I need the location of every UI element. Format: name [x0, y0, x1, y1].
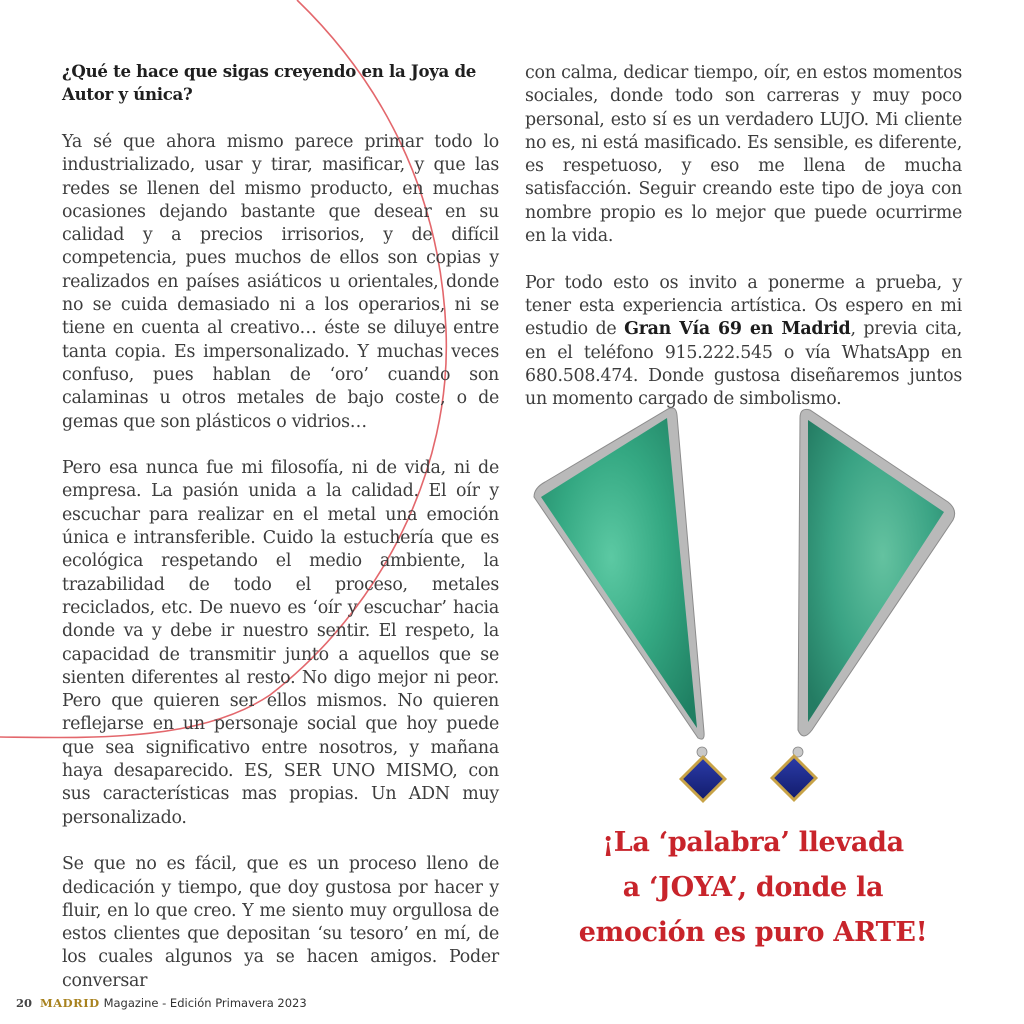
contact-text-before: Por todo esto os invito a ponerme a prueba, y tener esta experiencia artística. Os espero en mi estudio de: [525, 272, 962, 340]
paragraph: Ya sé que ahora mismo parece primar todo lo industrializado, usar y tirar, masificar, y que las redes se llenen del mismo producto, en muchas ocasiones dejando bastante que desear en su calidad y a precios irrisorios, y de difícil competencia, pues muchos de ellos son copias y realizados en países asiáticos u orientales, donde no se cuida demasiado ni a los operarios, ni se tiene en cuenta al creativo… éste se diluye entre tanta copia. Es impersonalizado. Y muchas veces confuso, pues hablan de ‘oro’ cuando son calaminas u otros metales de bajo coste, o de gemas que son plásticos o vidrios…: [62, 132, 499, 432]
right-earring: [770, 409, 955, 802]
paragraph: Se que no es fácil, que es un proceso lleno de dedicación y tiempo, que doy gustosa por hacer y fluir, en lo que creo. Y me siento muy orgullosa de estos clientes que depositan ‘su tesoro’ en mí, de los cuales algunos ya se hacen amigos. Poder conversar: [62, 854, 499, 991]
magazine-brand-logo: MADRID: [40, 996, 100, 1010]
studio-address: Gran Vía 69 en Madrid: [624, 319, 851, 340]
contact-text-after: , previa cita, en el teléfono 915.222.545 o vía WhatsApp en 680.508.474. Donde gustosa diseñaremos juntos un momento cargado de simbolismo.: [525, 319, 963, 410]
pull-quote: [548, 820, 958, 955]
left-column: [62, 60, 499, 1016]
page-footer: [16, 996, 307, 1010]
quote-line: ¡La ‘palabra’ llevada: [602, 827, 904, 858]
page-number: 20: [16, 996, 33, 1010]
right-column: [525, 62, 962, 435]
left-earring: [534, 408, 727, 803]
article-heading: ¿Qué te hace que sigas creyendo en la Joya de Autor y única?: [62, 61, 477, 104]
edition-label: Magazine - Edición Primavera 2023: [103, 996, 307, 1010]
earrings-photo: [520, 395, 990, 815]
paragraph: Pero esa nunca fue mi filosofía, ni de vida, ni de empresa. La pasión unida a la calidad. El oír y escuchar para realizar en el metal una emoción única e intransferible. Cuido la estuchería que es ecológica respetando el medio ambiente, la trazabilidad de todo el proceso, metales reciclados, etc. De nuevo es ‘oír y escuchar’ hacia donde va y debe ir nuestro sentir. El respeto, la capacidad de transmitir junto a aquellos que se sienten diferentes al resto. No digo mejor ni peor. Pero que quieren ser ellos mismos. No quieren reflejarse en un personaje social que hoy puede que sea significativo entre nosotros, y mañana haya desaparecido. ES, SER UNO MISMO, con sus características mas propias. Un ADN muy personalizado.: [62, 458, 499, 828]
quote-line: emoción es puro ARTE!: [578, 917, 928, 948]
quote-line: a ‘JOYA’, donde la: [622, 872, 884, 903]
paragraph-contact: [525, 272, 962, 412]
paragraph: con calma, dedicar tiempo, oír, en estos momentos sociales, donde todo son carreras y muy poco personal, esto sí es un verdadero LUJO. Mi cliente no es, ni está masificado. Es sensible, es diferente, es respetuoso, y eso me llena de mucha satisfacción. Seguir creando este tipo de joya con nombre propio es lo mejor que puede ocurrirme en la vida.: [525, 63, 962, 247]
